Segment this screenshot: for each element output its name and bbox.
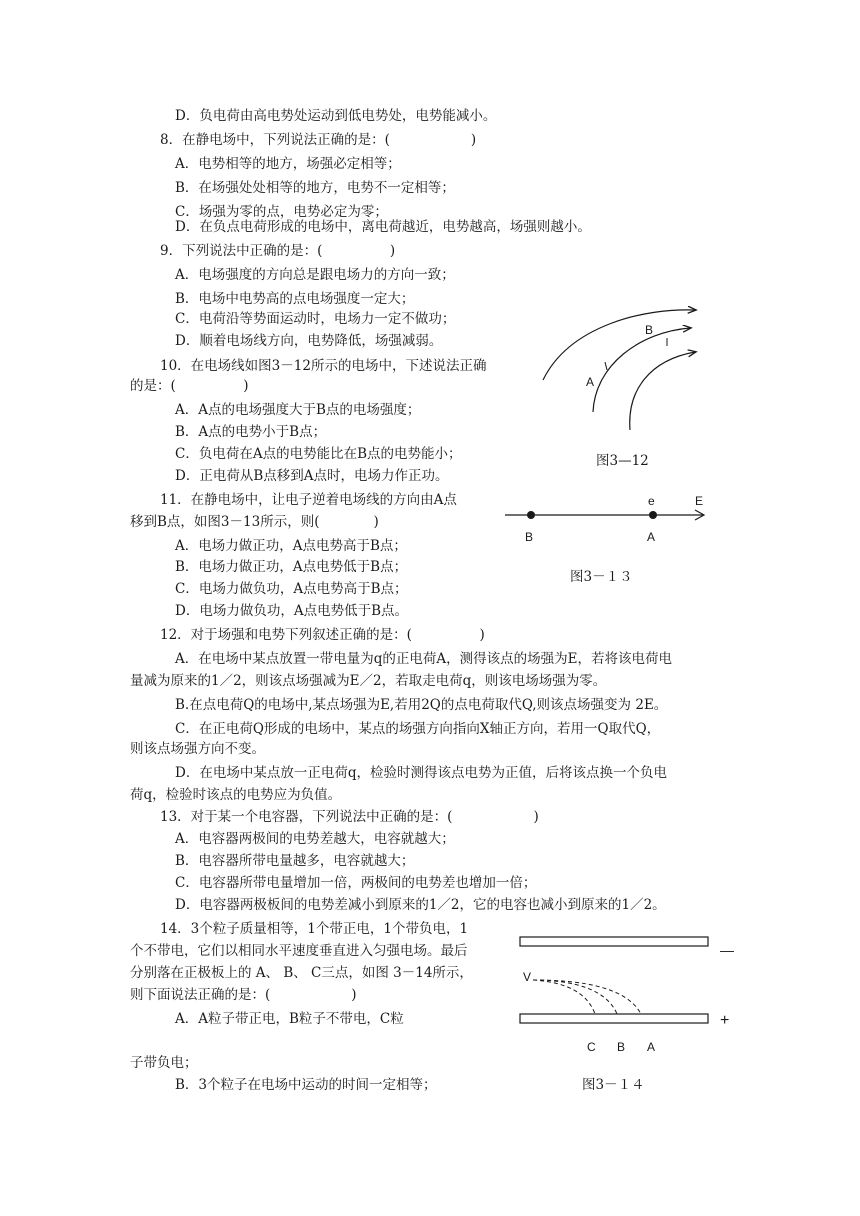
field-line-inner bbox=[630, 352, 695, 430]
question-11-option-b: B．电场力做正功，A点电势低于B点； bbox=[175, 559, 408, 575]
positive-plate bbox=[520, 1014, 708, 1023]
figure-3-14-capacitor bbox=[515, 932, 715, 1032]
question-11-option-a: A．电场力做正功，A点电势高于B点； bbox=[175, 538, 407, 554]
question-8-option-a: A．电势相等的地方，场强必定相等； bbox=[175, 156, 401, 172]
point-a-tick bbox=[605, 362, 607, 370]
question-12-option-a-line2: 量减为原来的1／2，则该点场强减为E／2，若取走电荷q，则该电场场强为零。 bbox=[130, 673, 607, 689]
figure-3-14-caption: 图3－１４ bbox=[582, 1077, 645, 1093]
question-14-stem-line1: 14．3个粒子质量相等，1个带正电，1个带负电，1 bbox=[160, 921, 469, 937]
question-12-option-b: B.在点电荷Q的电场中,某点场强为E,若用2Q的点电荷取代Q,则该点场强变为 2E。 bbox=[175, 697, 668, 713]
trajectory-b bbox=[533, 980, 617, 1014]
question-14-option-a-line2: 子带负电； bbox=[130, 1055, 198, 1071]
question-12-option-a-line1: A．在电场中某点放置一带电量为q的正电荷A，测得该点的场强为E，若将该电荷电 bbox=[175, 651, 672, 667]
question-11-option-c: C．电场力做负功，A点电势高于B点； bbox=[175, 581, 408, 597]
question-14-stem-line4: 则下面说法正确的是：( ) bbox=[130, 987, 357, 1003]
figure-3-14-plus-sign: + bbox=[720, 1012, 730, 1029]
question-10-stem-line2: 的是：( ) bbox=[130, 378, 249, 394]
question-14-option-a-line1: A．A粒子带正电，B粒子不带电，C粒 bbox=[175, 1011, 404, 1027]
question-12-option-d-line1: D．在电场中某点放一正电荷q，检验时测得该点电势为正值，后将该点换一个负电 bbox=[175, 765, 667, 781]
question-13-option-c: C．电容器所带电量增加一倍，两极间的电势差也增加一倍； bbox=[175, 875, 537, 891]
figure-3-14-label-a: A bbox=[647, 1040, 656, 1054]
negative-plate bbox=[520, 937, 708, 946]
question-9-option-c: C．电荷沿等势面运动时，电场力一定不做功； bbox=[175, 311, 456, 327]
trajectory-a bbox=[533, 980, 641, 1014]
question-8-option-c: C．场强为零的点，电势必定为零； bbox=[175, 204, 388, 220]
figure-3-13-label-a: A bbox=[647, 530, 656, 544]
question-8-option-d: D．在负点电荷形成的电场中，离电荷越近，电势越高，场强则越小。 bbox=[175, 219, 591, 235]
question-10-stem-line1: 10．在电场线如图3－12所示的电场中，下述说法正确 bbox=[160, 358, 487, 374]
question-7-option-d: D．负电荷由高电势处运动到低电势处，电势能减小。 bbox=[175, 108, 497, 124]
figure-3-12-label-a: A bbox=[586, 375, 595, 389]
question-13-stem: 13．对于某一个电容器，下列说法中正确的是：( ) bbox=[160, 809, 539, 825]
question-9-option-b: B．电场中电势高的点电场强度一定大； bbox=[175, 291, 415, 307]
figure-3-13-caption: 图3－１３ bbox=[570, 569, 633, 585]
question-14-stem-line3: 分别落在正极板上的 A、 B、 C三点，如图 3－14所示， bbox=[130, 965, 473, 981]
question-10-option-b: B．A点的电势小于B点； bbox=[175, 424, 327, 440]
point-a-dot bbox=[649, 511, 657, 519]
question-9-option-a: A．电场强度的方向总是跟电场力的方向一致； bbox=[175, 267, 455, 283]
figure-3-14-label-c: C bbox=[587, 1040, 596, 1054]
figure-3-14-label-b: B bbox=[617, 1040, 626, 1054]
question-13-option-b: B．电容器所带电量越多，电容就越大； bbox=[175, 853, 415, 869]
figure-3-13-label-field: E bbox=[695, 494, 704, 508]
question-13-option-d: D．电容器两极板间的电势差减小到原来的1／2，它的电容也减小到原来的1／2。 bbox=[175, 897, 666, 913]
figure-3-13-field-line bbox=[505, 505, 715, 525]
question-11-stem-line1: 11．在静电场中，让电子逆着电场线的方向由A点 bbox=[160, 492, 457, 508]
question-12-option-d-line2: 荷q，检验时该点的电势应为负值。 bbox=[130, 787, 342, 803]
figure-3-13-label-b: B bbox=[525, 530, 534, 544]
question-14-option-b: B．3个粒子在电场中运动的时间一定相等； bbox=[175, 1077, 437, 1093]
point-b-dot bbox=[527, 511, 535, 519]
question-10-option-a: A．A点的电场强度大于B点的电场强度； bbox=[175, 402, 421, 418]
question-11-stem-line2: 移到B点，如图3－13所示，则( ) bbox=[130, 514, 379, 530]
question-8-stem: 8．在静电场中，下列说法正确的是：( ) bbox=[160, 132, 477, 148]
question-12-option-c-line2: 则该点场强方向不变。 bbox=[130, 741, 265, 757]
question-9-stem: 9．下列说法中正确的是：( ) bbox=[160, 243, 396, 259]
field-line-middle bbox=[593, 328, 690, 412]
figure-3-14-label-v: V bbox=[523, 970, 532, 984]
question-12-option-c-line1: C．在正电荷Q形成的电场中，某点的场强方向指向X轴正方向，若用一Q取代Q， bbox=[175, 721, 661, 737]
question-14-stem-line2: 个不带电，它们以相同水平速度垂直进入匀强电场。最后 bbox=[130, 943, 468, 959]
question-13-option-a: A．电容器两极间的电势差越大，电容就越大； bbox=[175, 831, 455, 847]
question-9-option-d: D．顺着电场线方向，电势降低，场强减弱。 bbox=[175, 333, 443, 349]
figure-3-12-label-b: B bbox=[645, 323, 654, 337]
figure-3-13-label-e: e bbox=[648, 494, 655, 508]
question-10-option-c: C．负电荷在A点的电势能比在B点的电势能小； bbox=[175, 446, 462, 462]
field-line-outer bbox=[543, 310, 695, 380]
question-10-option-d: D．正电荷从B点移到A点时，电场力作正功。 bbox=[175, 468, 449, 484]
figure-3-14-minus-sign: — bbox=[720, 942, 734, 958]
question-12-stem: 12．对于场强和电势下列叙述正确的是：( ) bbox=[160, 627, 485, 643]
figure-3-12-field-lines bbox=[535, 300, 705, 430]
trajectory-c bbox=[533, 980, 595, 1014]
figure-3-12-caption: 图3—12 bbox=[596, 453, 649, 469]
question-11-option-d: D．电场力做负功，A点电势低于B点。 bbox=[175, 603, 408, 619]
question-8-option-b: B．在场强处处相等的地方，电势不一定相等； bbox=[175, 180, 455, 196]
